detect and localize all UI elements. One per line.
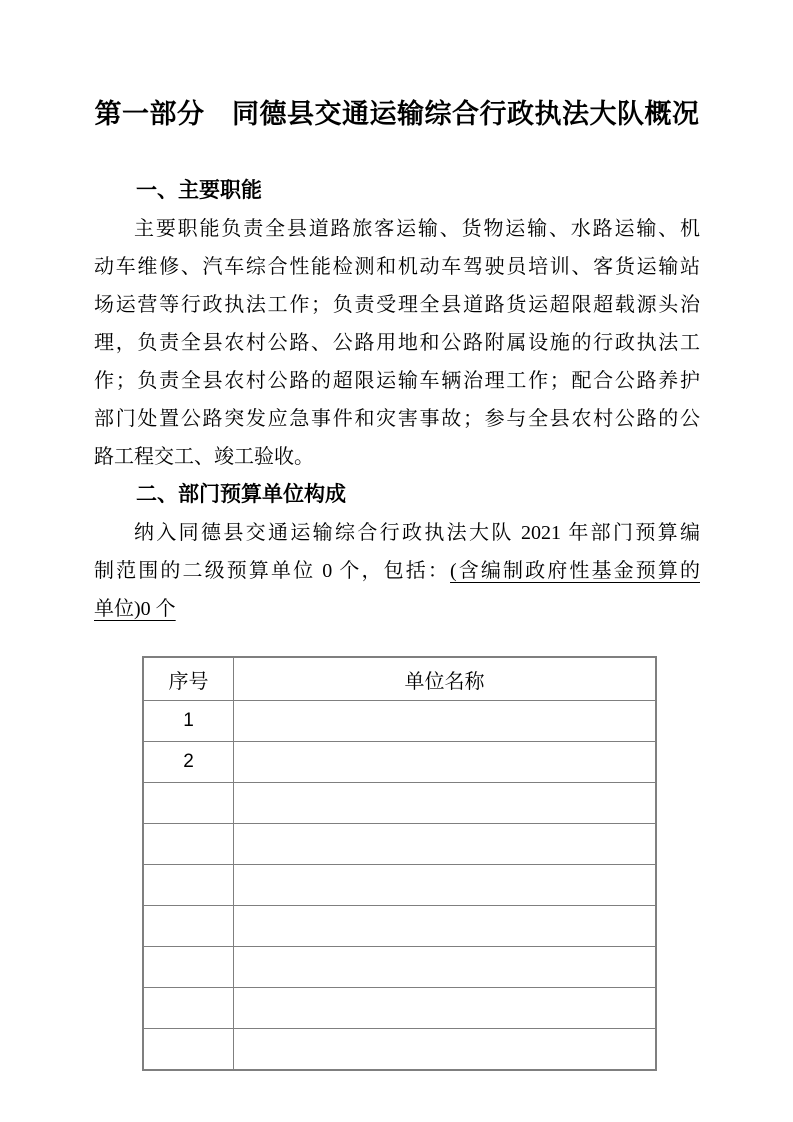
table-row [143,947,656,988]
budget-units-table [142,656,657,1071]
table-row [143,701,656,742]
table-row [143,865,656,906]
document-title: 第一部分 同德县交通运输综合行政执法大队概况 [94,99,700,129]
paragraph-line: 场运营等行政执法工作；负责受理全县道路货运超限超载源头治 [94,294,700,316]
row-serial-cell [143,906,234,947]
row-serial-cell [143,824,234,865]
table-row [143,742,656,783]
header-cell-serial-no: 序号 [143,657,234,701]
page-content [94,0,700,1071]
paragraph-line [94,590,700,628]
paragraph-text: 制范围的二级预算单位 0 个，包括： [94,560,451,582]
section-1-heading: 一、主要职能 [136,179,262,202]
paragraph-line: 部门处置公路突发应急事件和灾害事故；参与全县农村公路的公 [94,408,700,430]
table-row [143,783,656,824]
header-cell-unit-name: 单位名称 [234,657,657,701]
section-1-paragraph [94,210,700,476]
row-name-cell [234,742,657,783]
row-name-cell [234,988,657,1029]
row-name-cell [234,824,657,865]
paragraph-line: 路工程交工、竣工验收。 [94,446,314,468]
row-serial-cell [143,988,234,1029]
row-serial-cell [143,783,234,824]
row-name-cell [234,906,657,947]
row-serial-cell [143,1029,234,1071]
row-name-cell [234,865,657,906]
table-row [143,1029,656,1071]
row-name-cell [234,701,657,742]
row-serial-cell: 1 [143,701,234,742]
section-2-heading: 二、部门预算单位构成 [136,483,346,506]
paragraph-line [94,552,700,590]
row-name-cell [234,947,657,988]
underlined-text: (含编制政府性基金预算的 [450,560,700,582]
table-row [143,906,656,947]
row-name-cell [234,783,657,824]
row-serial-cell [143,947,234,988]
table-row [143,824,656,865]
paragraph-line: 作；负责全县农村公路的超限运输车辆治理工作；配合公路养护 [94,370,700,392]
paragraph-line: 动车维修、汽车综合性能检测和机动车驾驶员培训、客货运输站 [94,256,700,278]
row-serial-cell: 2 [143,742,234,783]
paragraph-line: 理，负责全县农村公路、公路用地和公路附属设施的行政执法工 [94,332,700,354]
table-row [143,988,656,1029]
paragraph-line: 主要职能负责全县道路旅客运输、货物运输、水路运输、机 [134,218,700,240]
underlined-text: 单位)0 个 [94,598,176,620]
table-header-row [143,657,656,701]
section-2-paragraph [94,514,700,628]
row-serial-cell [143,865,234,906]
row-name-cell [234,1029,657,1071]
paragraph-line: 纳入同德县交通运输综合行政执法大队 2021 年部门预算编 [134,522,700,544]
